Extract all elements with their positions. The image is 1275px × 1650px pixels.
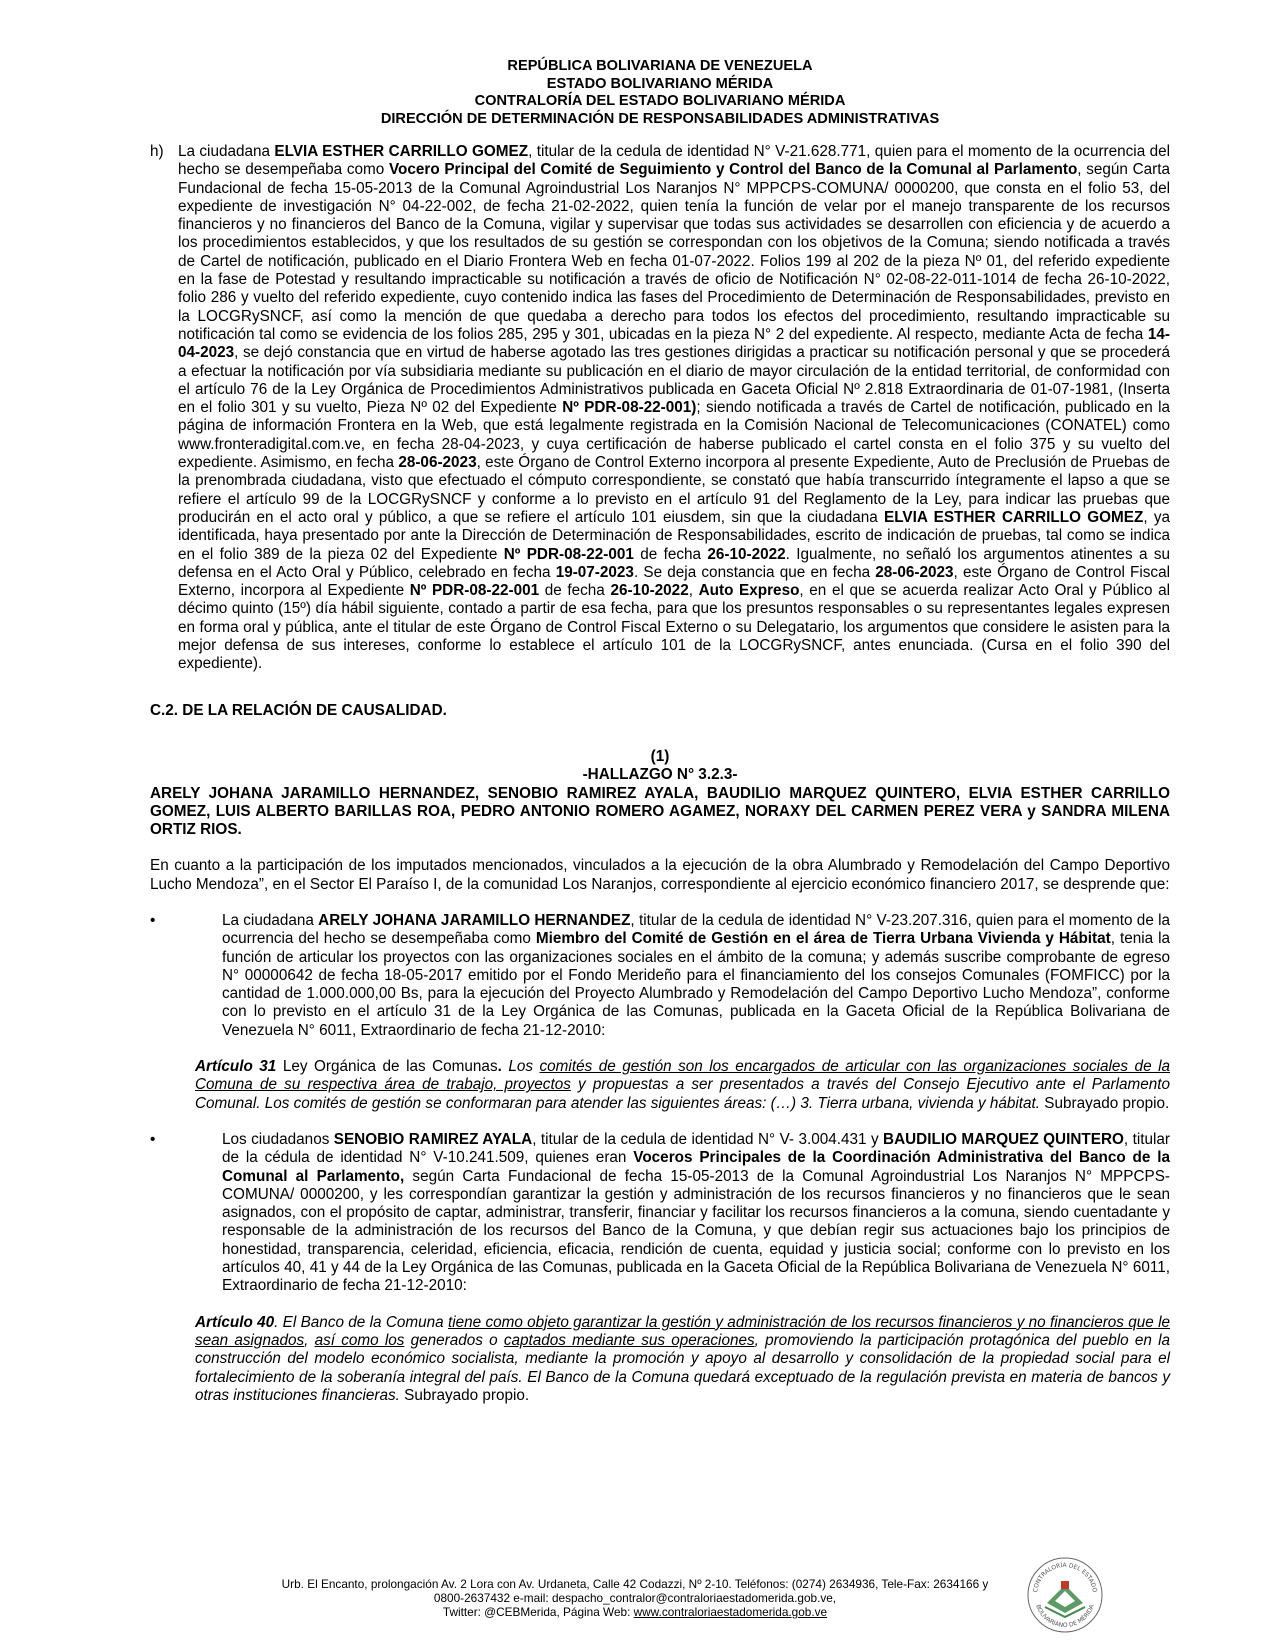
footer-address: Urb. El Encanto, prolongación Av. 2 Lora con Av. Urdaneta, Calle 42 Codazzi, Nº 2-10. Teléfonos: (0274) 2634936, Tele-Fax: 2634166 y — [281, 1577, 989, 1591]
quote-article-40: Artículo 40. El Banco de la Comuna tiene como objeto garantizar la gestión y administración de los recursos financieros y no financieros que le sean asignados, así como los generados o captados mediante sus operaciones, promoviendo la participación protagónica del pueblo en la construcción del modelo económico socialista, mediante la promoción y apoyo al desarrollo y consolidación de la propiedad social para el fortalecimiento de la soberanía integral del país. El Banco de la Comuna quedará exceptuado de la regulación prevista en materia de bancos y otras instituciones financieras. Subrayado propio. — [195, 1313, 1171, 1404]
header-line-republic: REPÚBLICA BOLIVARIANA DE VENEZUELA — [507, 58, 813, 74]
document-header — [150, 58, 1170, 128]
bullet-item-text: Los ciudadanos SENOBIO RAMIREZ AYALA, titular de la cedula de identidad N° V- 3.004.431 y BAUDILIO MARQUEZ QUINTERO, titular de la cédula de identidad N° V-10.241.509, quienes eran Voceros Principales de la Coordinación Administrativa del Banco de la Comunal al Parlamento, según Carta Fundacional de fecha 15-05-2013 de la Comunal Agroindustrial Los Naranjos N° MPPCPS-COMUNA/ 0000200, y les correspondían garantizar la gestión y administración de los recursos financieros y no financieros que le sean asignados, con el propósito de captar, administrar, transferir, financiar y facilitar los recursos financieros a la comuna, siendo cuentadante y responsable de la administración de los recursos del Banco de la Comuna, y que debían regir sus actuaciones bajo los principios de honestidad, transparencia, celeridad, eficiencia, eficacia, rendición de cuenta, equidad y justicia social; conforme con lo previsto en los artículos 40, 41 y 44 de la Ley Orgánica de las Comunas, publicada en la Gaceta Oficial de la República Bolivariana de Venezuela N° 6011, Extraordinario de fecha 21-12-2010: — [222, 1130, 1170, 1295]
finding-names: ARELY JOHANA JARAMILLO HERNANDEZ, SENOBIO RAMIREZ AYALA, BAUDILIO MARQUEZ QUINTERO, ELVIA ESTHER CARRILLO GOMEZ, LUIS ALBERTO BARILLAS ROA, PEDRO ANTONIO ROMERO AGAMEZ, NORAXY DEL CARMEN PEREZ VERA y SANDRA MILENA ORTIZ RIOS. — [150, 784, 1170, 839]
comptroller-seal-logo — [1025, 1555, 1105, 1635]
item-h-label: h) — [150, 143, 164, 160]
svg-text:BOLIVARIANO DE MÉRIDA: BOLIVARIANO DE MÉRIDA — [1034, 1603, 1096, 1630]
finding-number: (1) — [650, 747, 670, 765]
footer-web: Twitter: @CEBMerida, Página Web: www.contraloriaestadomerida.gob.ve — [442, 1605, 828, 1619]
bullet-dot: • — [150, 911, 156, 929]
finding-title: -HALLAZGO N° 3.2.3- — [582, 766, 738, 784]
bullet-item-senobio-baudilio — [150, 1131, 1170, 1296]
item-h — [150, 143, 1170, 674]
item-h-text: La ciudadana ELVIA ESTHER CARRILLO GOMEZ, titular de la cedula de identidad N° V-21.628.771, quien para el momento de la ocurrencia del hecho se desempeñaba como Vocero Principal del Comité de Seguimiento y Control del Banco de la Comunal al Parlamento, según Carta Fundacional de fecha 15-05-2013 de la Comunal Agroindustrial Los Naranjos N° MPPCPS-COMUNA/ 0000200, que consta en el folio 53, del expediente de investigación N° 04-22-002, de fecha 21-02-2022, quien tenía la función de velar por el manejo transparente de los recursos financieros y no financieros del Banco de la Comuna, vigilar y supervisar que todas sus actividades se desarrollen con eficiencia y de acuerdo a los procedimientos establecidos, y que los resultados de su gestión se correspondan con los objetivos de la Comuna; siendo notificada a través de Cartel de notificación, publicado en el Diario Frontera Web en fecha 01-07-2022. Folios 199 al 202 de la pieza Nº 01, del referido expediente en la fase de Potestad y resultando impracticable su notificación a través de oficio de Notificación N° 02-08-22-011-1014 de fecha 26-10-2022, folio 286 y vuelto del referido expediente, cuyo contenido indica las fases del Procedimiento de Determinación de Responsabilidades, previsto en la LOCGRySNCF, así como la mención de que quedaba a derecho para todos los efectos del procedimiento, resultando impracticable su notificación tal como se evidencia de los folios 285, 295 y 301, ubicadas en la pieza N° 2 del expediente. Al respecto, mediante Acta de fecha 14-04-2023, se dejó constancia que en virtud de haberse agotado las tres gestiones dirigidas a practicar su notificación personal y que se procederá a efectuar la notificación por vía subsidiaria mediante su publicación en el diario de mayor circulación de la entidad territorial, de conformidad con el artículo 76 de la Ley Orgánica de Procedimientos Administrativos publicada en Gaceta Oficial Nº 2.818 Extraordinaria de 01-07-1981, (Inserta en el folio 301 y su vuelto, Pieza Nº 02 del Expediente Nº PDR-08-22-001); siendo notificada a través de Cartel de notificación, publicado en la página de información Frontera en la Web, que está legalmente registrada en la Comisión Nacional de Telecomunicaciones (CONATEL) como www.fronteradigital.com.ve, en fecha 28-04-2023, y cuya certificación de haberse publicado el cartel consta en el folio 375 y su vuelto del expediente. Asimismo, en fecha 28-06-2023, este Órgano de Control Externo incorpora al presente Expediente, Auto de Preclusión de Pruebas de la prenombrada ciudadana, visto que efectuado el cómputo correspondiente, se constató que había transcurrido íntegramente el lapso a que se refiere el artículo 99 de la LOCGRySNCF y conforme a lo previsto en el artículo 91 del Reglamento de la Ley, para indicar las pruebas que producirán en el acto oral y público, a que se refiere el artículo 101 eiusdem, sin que la ciudadana ELVIA ESTHER CARRILLO GOMEZ, ya identificada, haya presentado por ante la Dirección de Determinación de Responsabilidades, escrito de indicación de pruebas, tal como se indica en el folio 389 de la pieza 02 del Expediente Nº PDR-08-22-001 de fecha 26-10-2022. Igualmente, no señaló los argumentos atinentes a su defensa en el Acto Oral y Público, celebrado en fecha 19-07-2023. Se deja constancia que en fecha 28-06-2023, este Órgano de Control Fiscal Externo, incorpora al Expediente Nº PDR-08-22-001 de fecha 26-10-2022, Auto Expreso, en el que se acuerda realizar Acto Oral y Público al décimo quinto (15º) día hábil siguiente, contado a partir de esa fecha, para que los presuntos responsables o su representantes legales expresen en forma oral y pública, ante el titular de este Órgano de Control Fiscal Externo o su Delegatario, los argumentos que considere le asisten para la mejor defensa de sus intereses, conforme lo establece el artículo 101 de la LOCGRySNCF, antes enunciada. (Cursa en el folio 390 del expediente). — [178, 143, 1171, 673]
header-line-directorate: DIRECCIÓN DE DETERMINACIÓN DE RESPONSABILIDADES ADMINISTRATIVAS — [380, 110, 940, 127]
section-heading-causality: C.2. DE LA RELACIÓN DE CAUSALIDAD. — [150, 701, 447, 719]
website-link[interactable]: www.contraloriaestadomerida.gob.ve — [633, 1605, 828, 1619]
header-line-comptroller: CONTRALORÍA DEL ESTADO BOLIVARIANO MÉRIDA — [474, 93, 846, 109]
footer-contact: 0800-2637432 e-mail: despacho_contralor@contraloriaestadomerida.gob.ve, — [433, 1591, 837, 1605]
finding-block — [150, 748, 1170, 839]
svg-text:CONTRALORÍA DEL ESTADO: CONTRALORÍA DEL ESTADO — [1032, 1561, 1098, 1593]
bullet-dot: • — [150, 1130, 156, 1148]
bullet-item-arely — [150, 912, 1170, 1040]
header-line-state: ESTADO BOLIVARIANO MÉRIDA — [546, 75, 774, 92]
document-page — [150, 58, 1170, 1405]
page-footer — [235, 1577, 1035, 1619]
bullet-item-text: La ciudadana ARELY JOHANA JARAMILLO HERNANDEZ, titular de la cedula de identidad N° V-23.207.316, quien para el momento de la ocurrencia del hecho se desempeñaba como Miembro del Comité de Gestión en el área de Tierra Urbana Vivienda y Hábitat, tenia la función de articular los proyectos con las organizaciones sociales en el ámbito de la comuna; y además suscribe comprobante de egreso N° 00000642 de fecha 18-05-2017 emitido por el Fondo Merideño para el financiamiento del los consejos Comunales (FOMFICC) por la cantidad de 1.000.000,00 Bs, para la ejecución del Proyecto Alumbrado y Remodelación del Campo Deportivo Lucho Mendoza”, conforme con lo previsto en el artículo 31 de la Ley Orgánica de las Comunas, publicada en la Gaceta Oficial de la República Bolivariana de Venezuela N° 6011, Extraordinario de fecha 21-12-2010: — [222, 911, 1170, 1039]
intro-paragraph: En cuanto a la participación de los imputados mencionados, vinculados a la ejecución de la obra Alumbrado y Remodelación del Campo Deportivo Lucho Mendoza”, en el Sector El Paraíso I, de la comunidad Los Naranjos, correspondiente al ejercicio económico financiero 2017, se desprende que: — [150, 857, 1170, 893]
quote-article-31: Artículo 31 Ley Orgánica de las Comunas. Los comités de gestión son los encargados de articular con las organizaciones sociales de la Comuna de su respectiva área de trabajo, proyectos y propuestas a ser presentados a través del Consejo Ejecutivo ante el Parlamento Comunal. Los comités de gestión se conformaran para atender las siguientes áreas: (…) 3. Tierra urbana, vivienda y hábitat. Subrayado propio. — [195, 1058, 1170, 1112]
